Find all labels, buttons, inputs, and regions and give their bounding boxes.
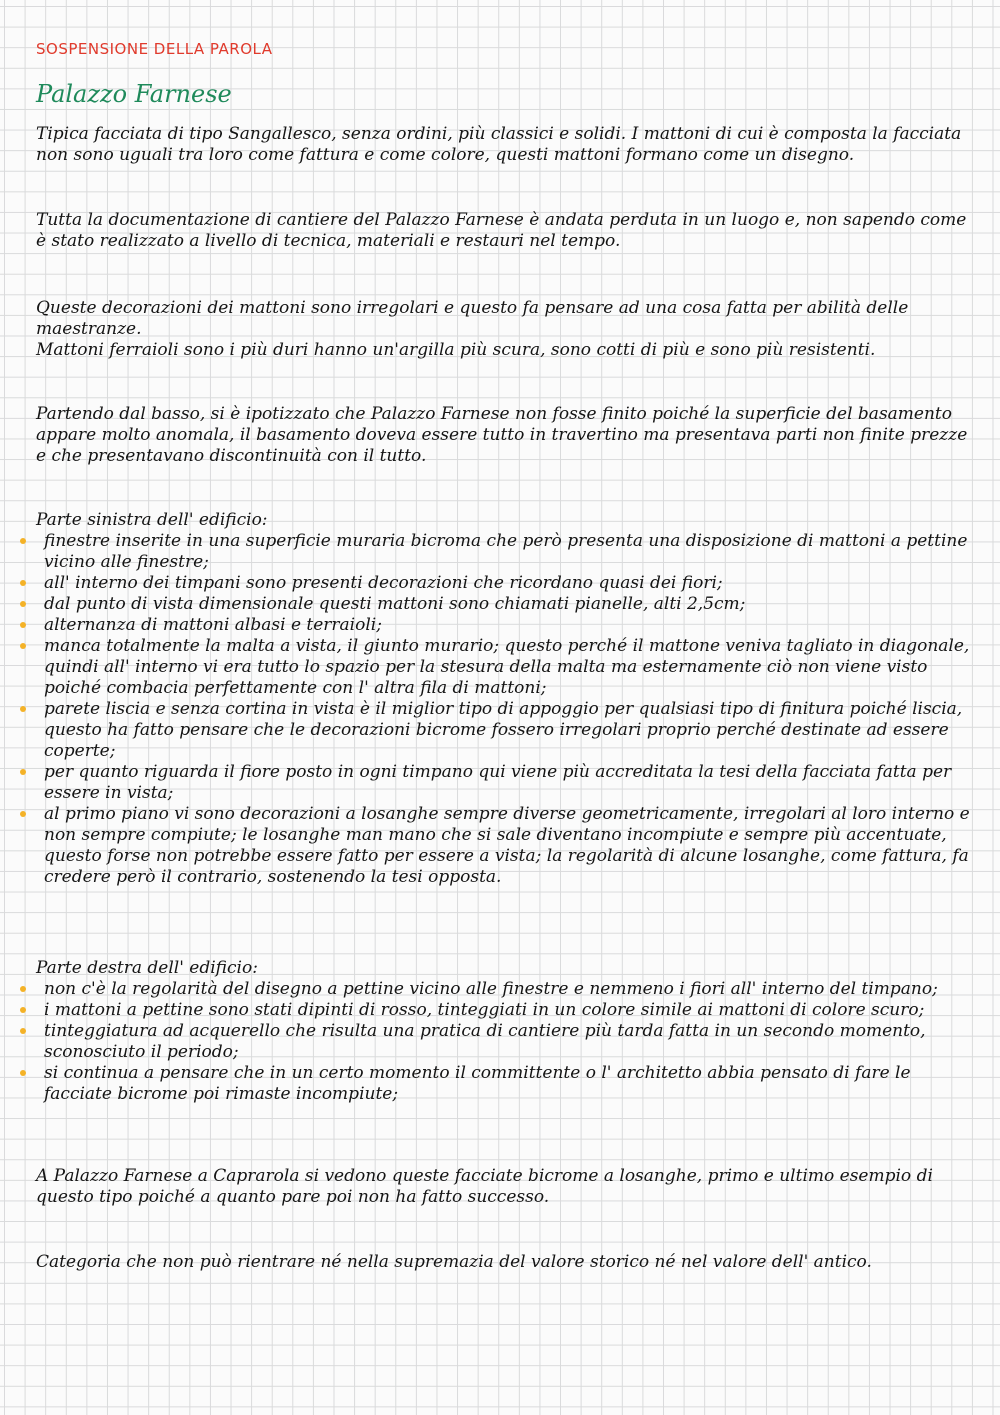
list-item: non c'è la regolarità del disegno a pettine vicino alle finestre e nemmeno i fiori all' interno del timpano;: [36, 979, 981, 1000]
list-item: manca totalmente la malta a vista, il giunto murario; questo perché il mattone veniva tagliato in diagonale, quindi all' interno vi era tutto lo spazio per la stesura della malta ma esternamente ciò non viene visto poiché combacia perfettamente con l' altra fila di mattoni;: [36, 636, 981, 699]
paragraph-decorations: [36, 298, 981, 361]
paragraph-text: Mattoni ferraioli sono i più duri hanno un'argilla più scura, sono cotti di più e sono più resistenti.: [36, 340, 876, 360]
bullet-list: [36, 979, 981, 1105]
section-heading: Parte sinistra dell' edificio:: [36, 510, 268, 530]
page-title: SOSPENSIONE DELLA PAROLA: [36, 40, 273, 58]
paragraph-category: [36, 1252, 981, 1273]
list-item: tinteggiatura ad acquerello che risulta una pratica di cantiere più tarda fatta in un secondo momento, sconosciuto il periodo;: [36, 1021, 981, 1063]
list-item: dal punto di vista dimensionale questi mattoni sono chiamati pianelle, alti 2,5cm;: [36, 594, 981, 615]
list-item: alternanza di mattoni albasi e terraioli;: [36, 615, 981, 636]
paragraph-text: Partendo dal basso, si è ipotizzato che Palazzo Farnese non fosse finito poiché la superficie del basamento appare molto anomala, il basamento doveva essere tutto in travertino ma presentava parti non finite prezze e che presentavano discontinuità con il tutto.: [36, 404, 968, 466]
list-item: per quanto riguarda il fiore posto in ogni timpano qui viene più accreditata la tesi della facciata fatta per essere in vista;: [36, 762, 981, 804]
paragraph-caprarola: [36, 1166, 981, 1208]
paragraph-documentation: [36, 210, 981, 252]
list-item: finestre inserite in una superficie muraria bicroma che però presenta una disposizione di mattoni a pettine vicino alle finestre;: [36, 531, 981, 573]
list-item: si continua a pensare che in un certo momento il committente o l' architetto abbia pensato di fare le facciate bicrome poi rimaste incompiute;: [36, 1063, 981, 1105]
paragraph-text: Queste decorazioni dei mattoni sono irregolari e questo fa pensare ad una cosa fatta per abilità delle maestranze.: [36, 298, 909, 339]
section-left-side: [36, 510, 981, 888]
section-right-side: [36, 958, 981, 1105]
paragraph-text: Categoria che non può rientrare né nella supremazia del valore storico né nel valore dell' antico.: [36, 1252, 872, 1272]
paragraph-text: Tipica facciata di tipo Sangallesco, senza ordini, più classici e solidi. I mattoni di cui è composta la facciata non sono uguali tra loro come fattura e come colore, questi mattoni formano come un disegno.: [36, 124, 962, 165]
list-item: al primo piano vi sono decorazioni a losanghe sempre diverse geometricamente, irregolari al loro interno e non sempre compiute; le losanghe man mano che si sale diventano incompiute e sempre più accentuate, questo forse non potrebbe essere fatto per essere a vista; la regolarità di alcune losanghe, come fattura, fa credere però il contrario, sostenendo la tesi opposta.: [36, 804, 981, 888]
paragraph-basement: [36, 404, 981, 467]
list-item: all' interno dei timpani sono presenti decorazioni che ricordano quasi dei fiori;: [36, 573, 981, 594]
list-item: i mattoni a pettine sono stati dipinti di rosso, tinteggiati in un colore simile ai mattoni di colore scuro;: [36, 1000, 981, 1021]
paragraph-intro: [36, 124, 981, 166]
bullet-list: [36, 531, 981, 888]
list-item: parete liscia e senza cortina in vista è il miglior tipo di appoggio per qualsiasi tipo di finitura poiché liscia, questo ha fatto pensare che le decorazioni bicrome fossero irregolari proprio perché destinate ad essere coperte;: [36, 699, 981, 762]
paragraph-text: Tutta la documentazione di cantiere del Palazzo Farnese è andata perduta in un luogo e, non sapendo come è stato realizzato a livello di tecnica, materiali e restauri nel tempo.: [36, 210, 967, 251]
section-heading: Parte destra dell' edificio:: [36, 958, 258, 978]
page-subtitle: Palazzo Farnese: [36, 80, 232, 108]
paragraph-text: A Palazzo Farnese a Caprarola si vedono queste facciate bicrome a losanghe, primo e ultimo esempio di questo tipo poiché a quanto pare poi non ha fatto successo.: [36, 1166, 933, 1207]
